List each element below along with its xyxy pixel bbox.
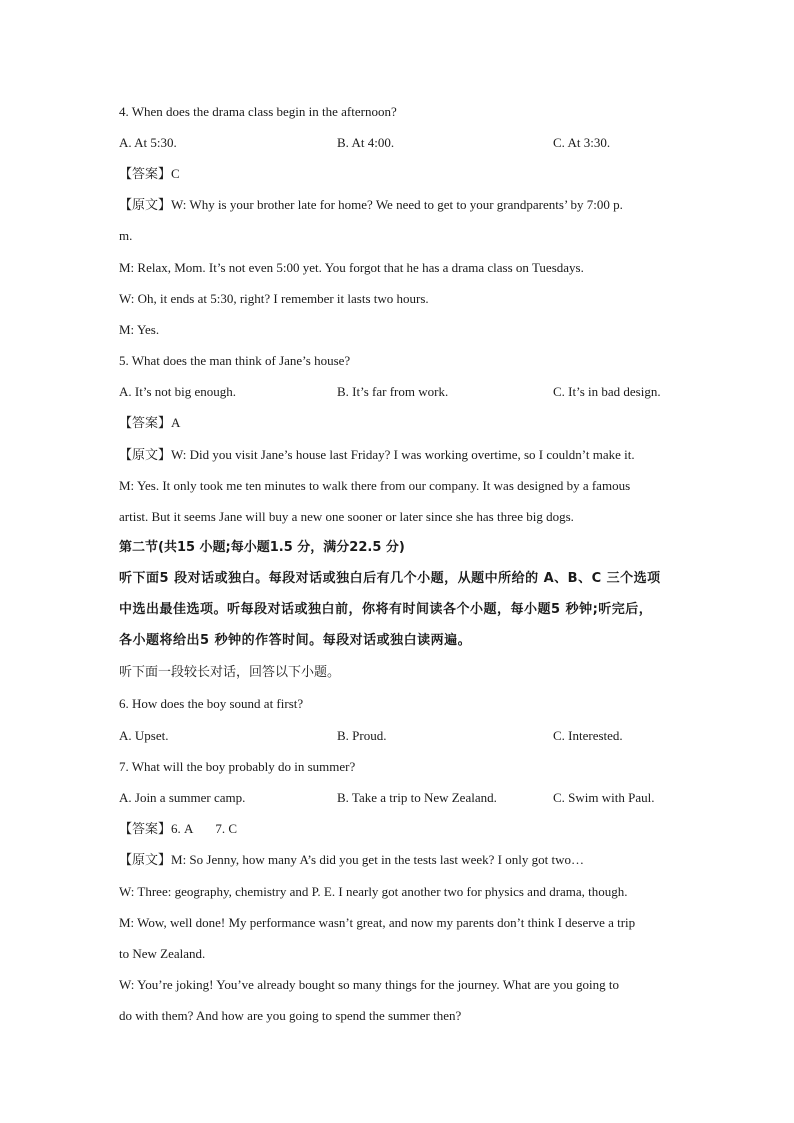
- question-5: 5. What does the man think of Jane’s house?: [119, 353, 351, 368]
- question-5-options: [119, 383, 699, 401]
- q5-option-b: B. It’s far from work.: [337, 384, 449, 399]
- question-7: 7. What will the boy probably do in summer?: [119, 759, 356, 774]
- question-6: 6. How does the boy sound at first?: [119, 696, 304, 711]
- q5-answer: [119, 414, 684, 433]
- script-tag: 【原文】: [119, 853, 172, 868]
- section-2-instruction: 中选出最佳选项。听每段对话或独白前，你将有时间读各个小题，每小题5 秒钟;听完后，: [119, 602, 653, 617]
- q6-option-a: A. Upset.: [119, 728, 169, 743]
- q6-7-script-line: W: You’re joking! You’ve already bought so many things for the journey. What are you going to: [119, 977, 619, 992]
- q7-option-a: A. Join a summer camp.: [119, 790, 246, 805]
- q4-option-a: A. At 5:30.: [119, 135, 177, 150]
- q6-7-script-line: [119, 851, 684, 870]
- q6-7-script-line: do with them? And how are you going to spend the summer then?: [119, 1008, 462, 1023]
- q7-option-c: C. Swim with Paul.: [553, 790, 655, 805]
- script-text: W: Why is your brother late for home? We need to get to your grandparents’ by 7:00 p.: [171, 197, 623, 212]
- q6-7-script-line: to New Zealand.: [119, 946, 206, 961]
- q7-option-b: B. Take a trip to New Zealand.: [337, 790, 497, 805]
- answer-value: 6. A: [171, 821, 194, 836]
- answer-value: C: [171, 166, 180, 181]
- q4-script-line: M: Yes.: [119, 322, 160, 337]
- section-2-instruction: 听下面5 段对话或独白。每段对话或独白后有几个小题，从题中所给的 A、B、C 三个选项: [119, 571, 661, 586]
- q5-script-line: M: Yes. It only took me ten minutes to walk there from our company. It was designed by a famous: [119, 478, 631, 493]
- q6-7-script-line: M: Wow, well done! My performance wasn’t great, and now my parents don’t think I deserve a trip: [119, 915, 636, 930]
- script-tag: 【原文】: [119, 198, 172, 213]
- q4-script-line: m.: [119, 228, 133, 243]
- q4-script-line: M: Relax, Mom. It’s not even 5:00 yet. You forgot that he has a drama class on Tuesdays.: [119, 260, 584, 275]
- q4-option-c: C. At 3:30.: [553, 135, 611, 150]
- question-7-options: [119, 789, 699, 807]
- q4-option-b: B. At 4:00.: [337, 135, 395, 150]
- script-text: M: So Jenny, how many A’s did you get in the tests last week? I only got two…: [171, 852, 584, 867]
- script-tag: 【原文】: [119, 448, 172, 463]
- q5-script-line: [119, 446, 684, 465]
- section-2-instruction: 各小题将给出5 秒钟的作答时间。每段对话或独白读两遍。: [119, 633, 472, 648]
- q6-option-b: B. Proud.: [337, 728, 387, 743]
- q5-option-c: C. It’s in bad design.: [553, 384, 661, 399]
- answer-value: 7. C: [215, 821, 238, 836]
- q6-7-script-line: W: Three: geography, chemistry and P. E. I nearly got another two for physics and drama, though.: [119, 884, 628, 899]
- q6-7-answer: [119, 820, 684, 839]
- sub-instruction: 听下面一段较长对话，回答以下小题。: [119, 665, 341, 680]
- q6-option-c: C. Interested.: [553, 728, 623, 743]
- answer-tag: 【答案】: [119, 167, 172, 182]
- script-text: W: Did you visit Jane’s house last Friday? I was working overtime, so I couldn’t make it.: [171, 447, 635, 462]
- answer-value: A: [171, 415, 181, 430]
- q4-script-line: W: Oh, it ends at 5:30, right? I remember it lasts two hours.: [119, 291, 429, 306]
- q5-script-line: artist. But it seems Jane will buy a new one sooner or later since she has three big dogs.: [119, 509, 574, 524]
- answer-tag: 【答案】: [119, 416, 172, 431]
- question-4: 4. When does the drama class begin in the afternoon?: [119, 104, 397, 119]
- q4-script-line: [119, 196, 684, 215]
- question-4-options: [119, 134, 699, 152]
- q4-answer: [119, 165, 684, 184]
- answer-tag: 【答案】: [119, 822, 172, 837]
- q5-option-a: A. It’s not big enough.: [119, 384, 236, 399]
- section-2-heading: 第二节(共15 小题;每小题1.5 分，满分22.5 分): [119, 540, 405, 555]
- question-6-options: [119, 727, 699, 745]
